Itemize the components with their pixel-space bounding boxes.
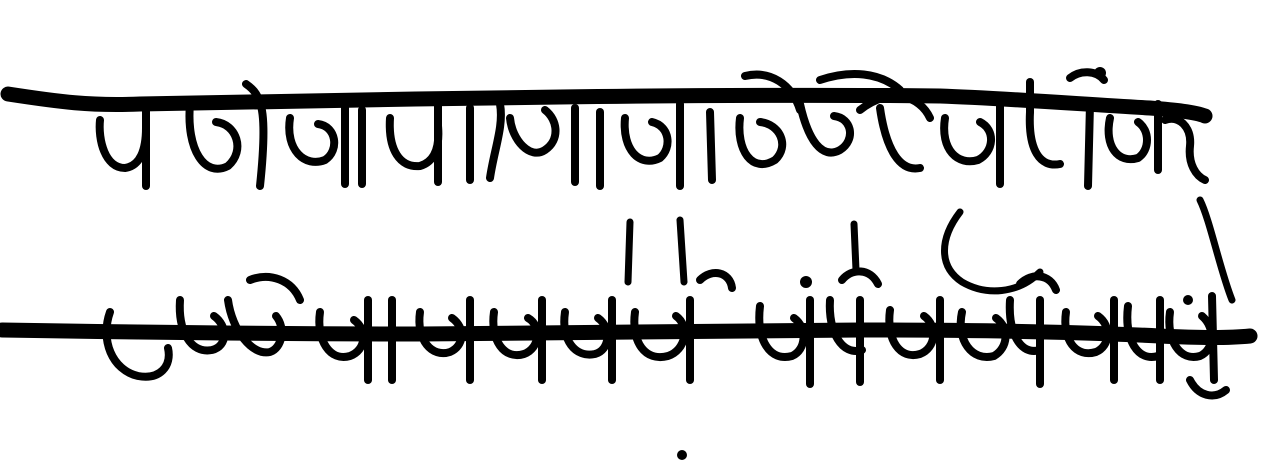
diacritic-dots — [677, 67, 1193, 460]
interline-descender-strokes — [628, 200, 1232, 300]
